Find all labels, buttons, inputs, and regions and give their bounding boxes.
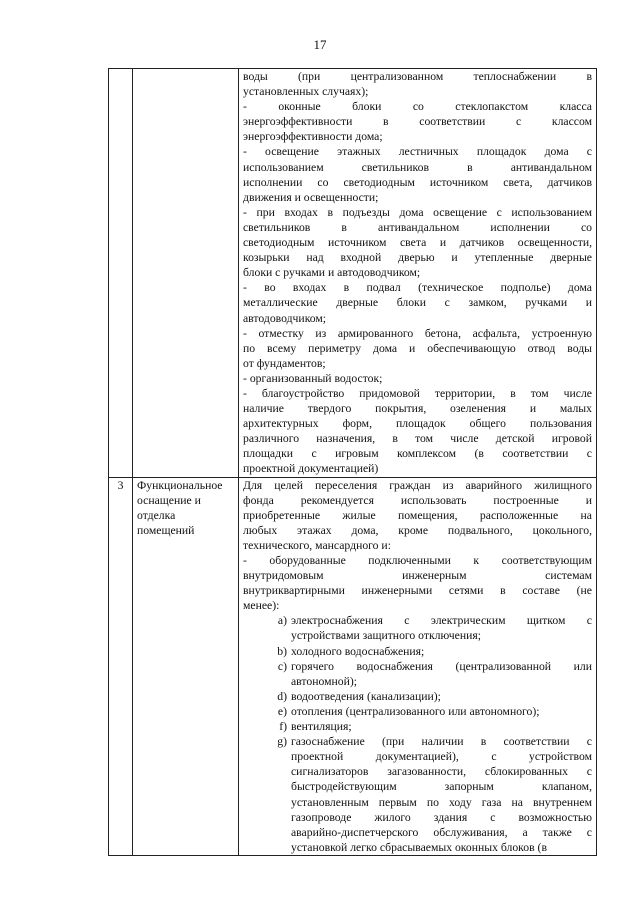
text-line: движения и освещенности;: [243, 190, 379, 204]
row-content-cell: [239, 477, 597, 855]
row-name-line: Функциональное: [137, 478, 223, 492]
text-line: - отместку из армированного бетона, асфальта, устроенную: [243, 326, 592, 340]
list-marker: c): [277, 659, 287, 673]
text-line: - при входах в подъезды дома освещение с использованием: [243, 205, 592, 219]
list-item: [243, 613, 592, 643]
list-item-text: [291, 704, 592, 719]
paragraph: [243, 371, 592, 386]
text-line: холодного водоснабжения;: [291, 644, 425, 658]
paragraph: [243, 326, 592, 371]
row-name-cell: [133, 477, 239, 855]
text-line: воды (при централизованном теплоснабжении в: [243, 70, 592, 83]
text-line: проектной документацией): [243, 462, 379, 476]
text-line: - благоустройство придомовой территории, в том числе: [243, 386, 592, 400]
text-line: внутриквартирными инженерными сетями в составе (не: [243, 584, 592, 598]
text-line: энергоэффективности в соответствии с классом: [243, 115, 592, 129]
text-line: отопления (централизованного или автономного);: [291, 704, 540, 718]
text-line: энергоэффективности дома;: [243, 130, 383, 144]
list-item: [243, 689, 592, 704]
list-item-text: [291, 613, 592, 643]
text-line: технического, мансардного и:: [243, 538, 391, 552]
text-line: архитектурных форм, площадок общего пользования: [243, 417, 592, 431]
text-line: площадки с игровым комплексом (в соответствии с: [243, 447, 592, 461]
list-item-text: [291, 719, 592, 734]
requirements-table: [108, 68, 597, 856]
row-content-cell: [239, 69, 597, 478]
text-line: от фундаментов;: [243, 356, 326, 370]
paragraph: [243, 205, 592, 280]
text-line: установкой легко сбрасываемых оконных блоков (в: [291, 840, 547, 854]
text-line: - освещение этажных лестничных площадок дома с: [243, 145, 592, 159]
row-name-line: оснащение и: [137, 493, 201, 507]
intro-paragraph: [243, 478, 592, 553]
text-line: наличие твердого покрытия, озеленения и малых: [243, 402, 592, 416]
text-line: любых этажах дома, кроме подвального, цокольного,: [243, 523, 592, 537]
row-name-line: помещений: [137, 523, 195, 537]
row-name-line: отделка: [137, 508, 176, 522]
list-item: [243, 644, 592, 659]
text-line: газопроводе жилого здания с возможностью: [291, 810, 592, 824]
text-line: металлические дверные блоки с замком, ручками и: [243, 296, 592, 310]
list-marker: e): [277, 704, 287, 718]
list-item-text: [291, 734, 592, 855]
text-line: вентиляция;: [291, 720, 352, 734]
text-line: проектной документацией), с устройством: [291, 750, 592, 764]
text-line: различного назначения, в том числе детской игровой: [243, 432, 592, 446]
paragraph: [243, 69, 592, 99]
text-line: светильников в антивандальном исполнении со: [243, 220, 592, 234]
text-line: менее):: [243, 599, 280, 613]
paragraph: [243, 280, 592, 325]
list-marker: d): [277, 689, 287, 703]
table-row-continued: [109, 69, 597, 478]
text-line: использованием светильников в антивандальном: [243, 160, 592, 174]
text-line: - оконные блоки со стеклопакстом класса: [243, 100, 592, 114]
text-line: исполнении со светодиодным источником света, датчиков: [243, 175, 592, 189]
equipped-paragraph: [243, 553, 592, 613]
text-line: - во входах в подвал (техническое подполье) дома: [243, 281, 592, 295]
paragraph: [243, 386, 592, 477]
list-marker: f): [279, 720, 287, 734]
table-row-3: [109, 477, 597, 855]
text-line: установленных случаях);: [243, 85, 369, 99]
row-number-cell: 3: [109, 477, 133, 855]
text-line: электроснабжения с электрическим щитком с: [291, 614, 592, 628]
text-line: фонда рекомендуется использовать построенные и: [243, 493, 592, 507]
text-line: автономной);: [291, 674, 357, 688]
text-line: автодоводчиком;: [243, 311, 327, 325]
text-line: водоотведения (канализации);: [291, 689, 441, 703]
text-line: блоки с ручками и автодоводчиком;: [243, 266, 421, 280]
list-item-text: [291, 644, 592, 659]
text-line: козырьки над входной дверью и утепленные дверные: [243, 251, 592, 265]
text-line: приобретенные жилые помещения, расположенные на: [243, 508, 592, 522]
text-line: аварийно-диспетчерского обслуживания, а также с: [291, 825, 592, 839]
paragraph: [243, 144, 592, 204]
page-number: 17: [313, 37, 327, 52]
list-marker: b): [277, 644, 287, 658]
list-item: [243, 734, 592, 855]
list-item-text: [291, 689, 592, 704]
paragraph: [243, 99, 592, 144]
text-line: сигнализаторов загазованности, сблокированных с: [291, 765, 592, 779]
text-line: Для целей переселения граждан из аварийного жилищного: [243, 478, 592, 492]
row-name-cell: [133, 69, 239, 478]
text-line: быстродействующим запорным клапаном,: [291, 780, 592, 794]
list-item-text: [291, 659, 592, 689]
text-line: - оборудованные подключенными к соответствующим: [243, 554, 592, 567]
text-line: горячего водоснабжения (централизованной или: [291, 659, 592, 673]
text-line: светодиодным источником света и датчиков освещенности,: [243, 236, 592, 250]
list-item: [243, 719, 592, 734]
text-line: установленным первым по ходу газа на внутреннем: [291, 795, 592, 809]
list-marker: g): [277, 735, 287, 749]
text-line: по всему периметру дома и обеспечивающую отвод воды: [243, 341, 592, 355]
row-number-cell: [109, 69, 133, 478]
list-item: [243, 659, 592, 689]
text-line: - организованный водосток;: [243, 371, 383, 385]
list-item: [243, 704, 592, 719]
text-line: внутридомовым инженерным системам: [243, 569, 592, 583]
text-line: устройствами защитного отключения;: [291, 629, 481, 643]
text-line: газоснабжение (при наличии в соответствии с: [291, 735, 592, 749]
list-marker: a): [277, 614, 287, 628]
